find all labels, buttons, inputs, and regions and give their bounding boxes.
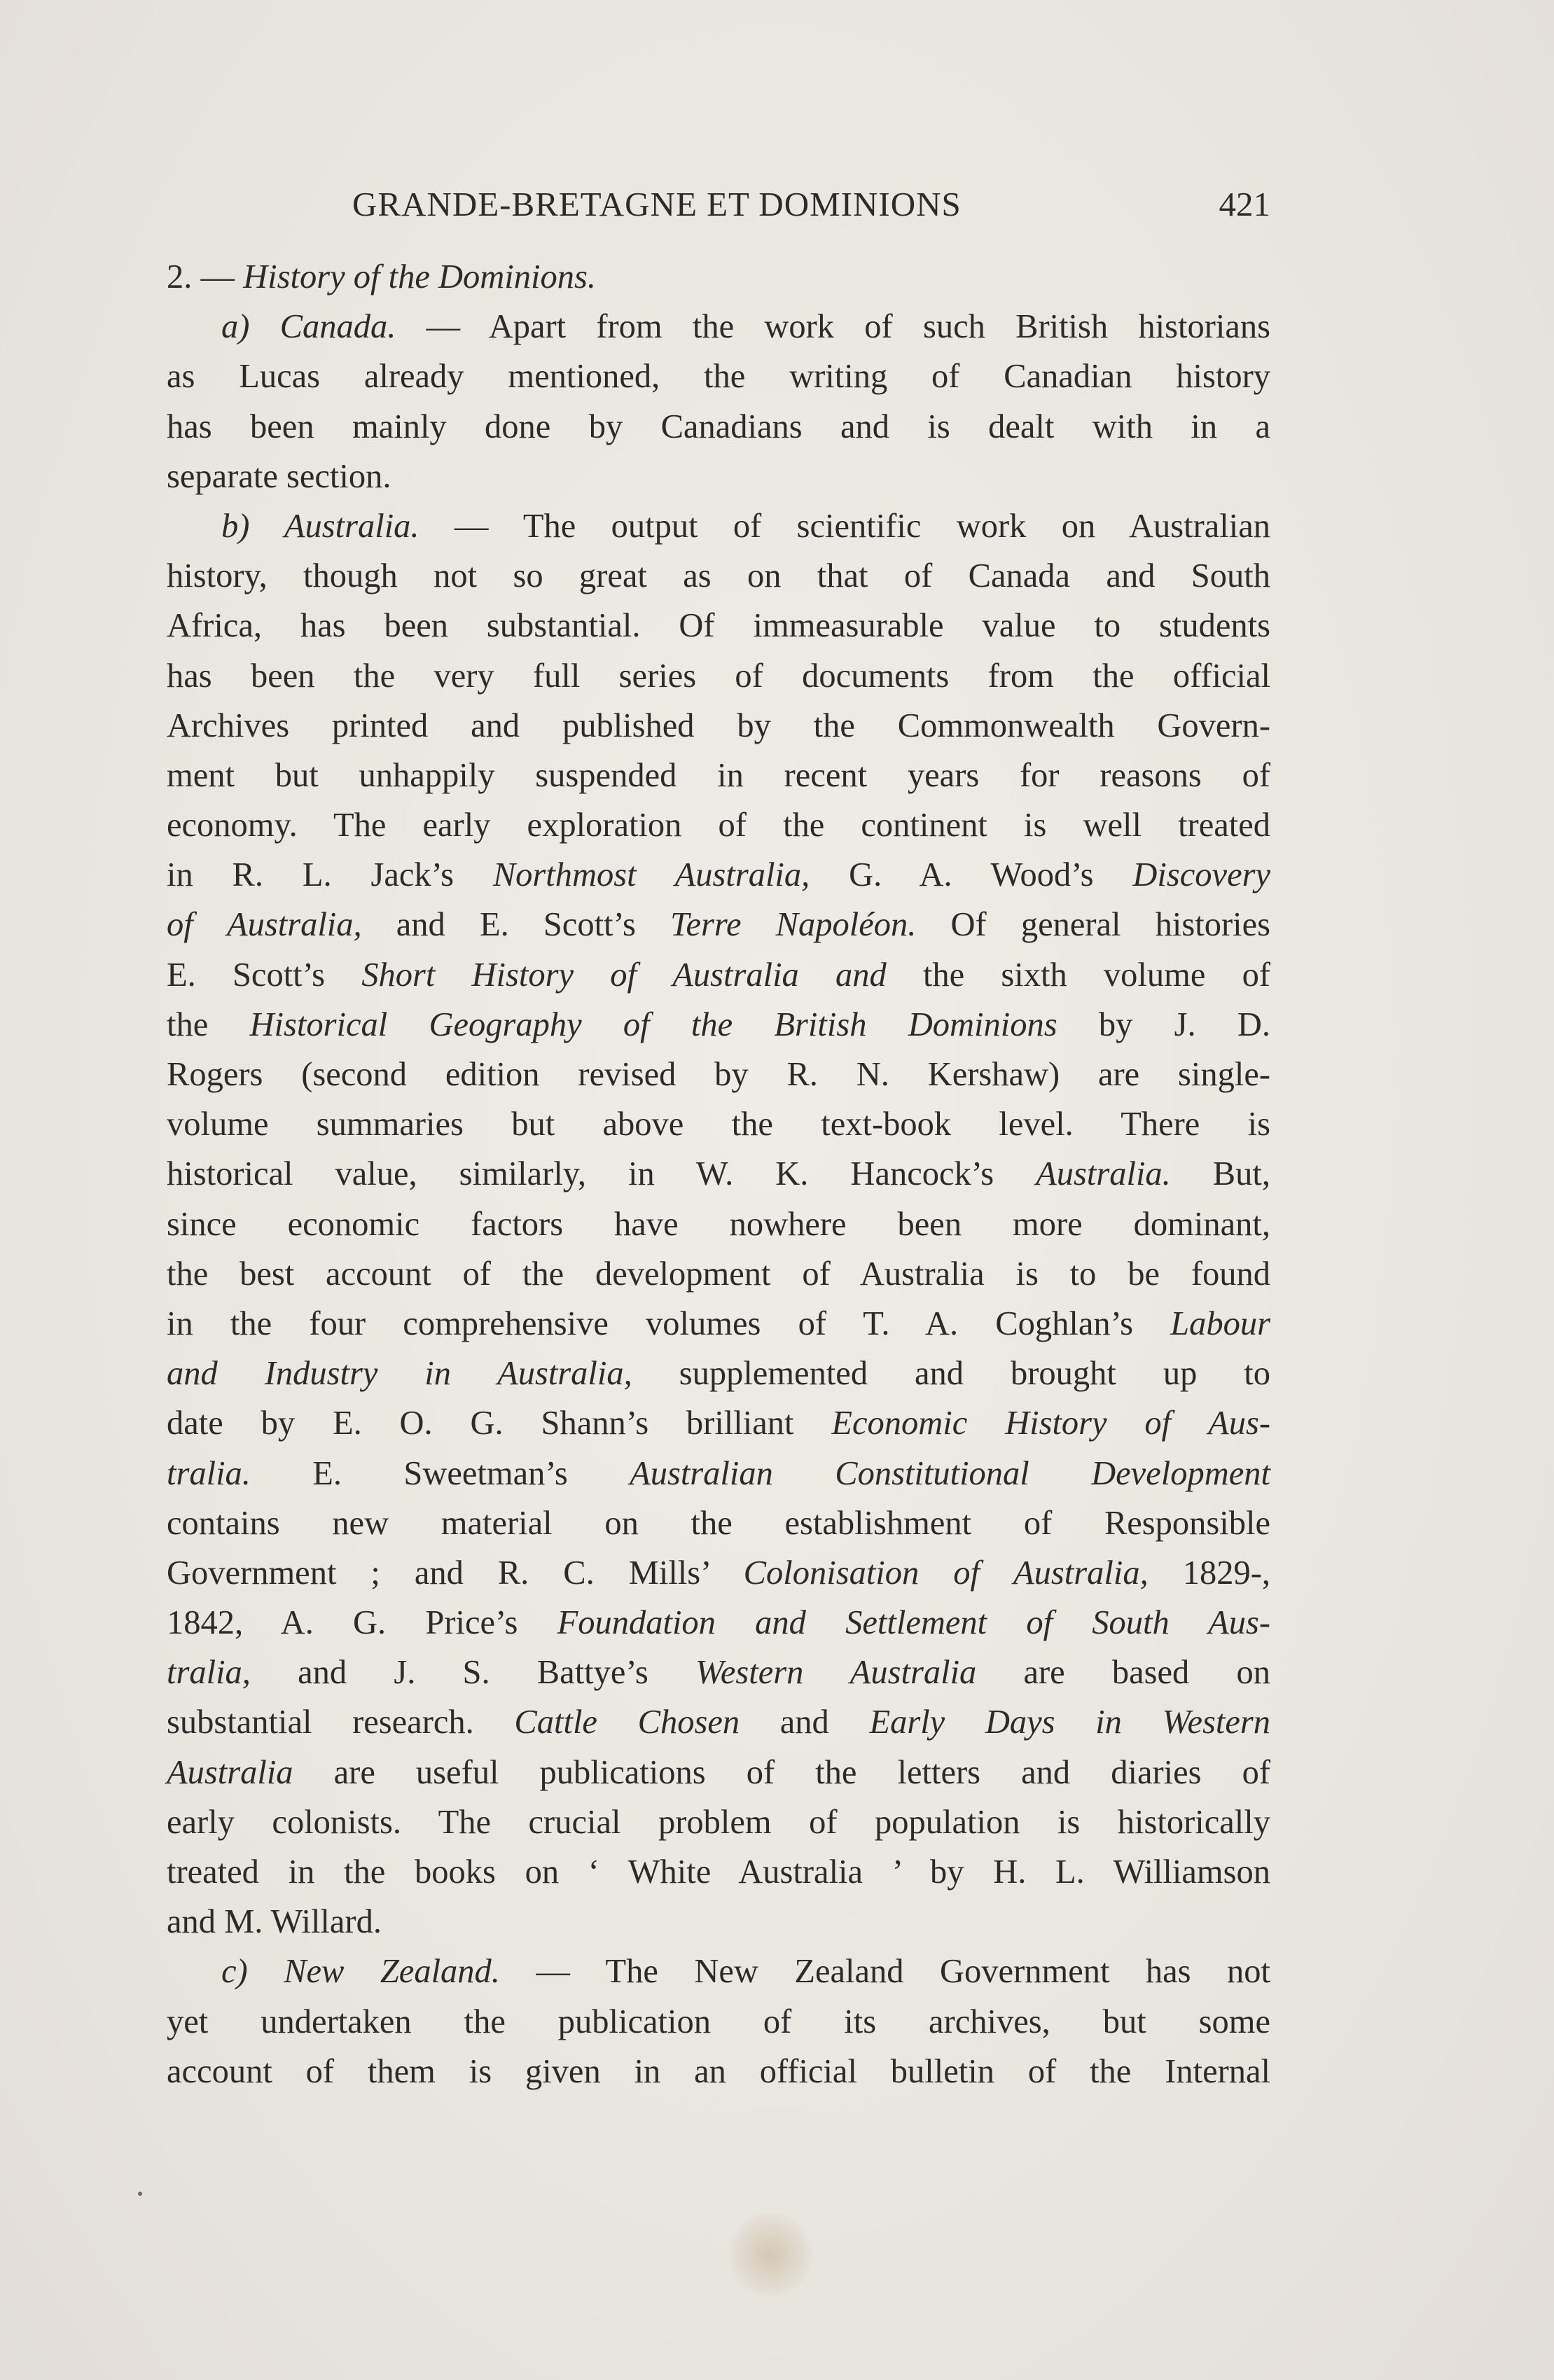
text-span: 1842, A. G. Price’s [167, 1604, 557, 1642]
text-span: Africa, has been substantial. Of immeasurable value to students [167, 607, 1270, 645]
text-span: and E. Scott’s [361, 906, 670, 944]
text-line [167, 1398, 1270, 1448]
text-line [167, 1797, 1270, 1847]
text-line [167, 452, 1270, 501]
italic-text: Labour [1170, 1304, 1270, 1342]
text-line [167, 1000, 1270, 1050]
italic-text: c) New Zealand. [221, 1953, 500, 1991]
margin-dot [138, 2192, 142, 2196]
text-line [167, 1947, 1270, 1996]
italic-text: b) Australia. [221, 507, 419, 545]
text-span: Government ; and R. C. Mills’ [167, 1554, 744, 1592]
italic-text: Short History of Australia and [361, 956, 887, 994]
text-line [167, 252, 1270, 302]
italic-text: Early Days in Western [869, 1704, 1270, 1741]
italic-text: and Industry in Australia, [167, 1355, 632, 1393]
text-span: economy. The early exploration of the continent is well treated [167, 807, 1270, 844]
text-span: 1829-, [1148, 1554, 1270, 1592]
text-line [167, 1349, 1270, 1398]
text-span: date by E. O. G. Shann’s brilliant [167, 1405, 832, 1442]
italic-text: Western Australia [695, 1654, 977, 1692]
text-span: account of them is given in an official bulletin of the Internal [167, 2052, 1270, 2090]
text-span: volume summaries but above the text-book level. There is [167, 1106, 1270, 1143]
italic-text: Northmost Australia, [492, 856, 810, 894]
text-span: in R. L. Jack’s [167, 856, 493, 894]
text-span: and [740, 1704, 870, 1741]
text-span: 2. — [167, 258, 244, 295]
text-line [167, 402, 1270, 452]
text-line [167, 800, 1270, 850]
text-span: has been mainly done by Canadians and is dealt with in a [167, 408, 1270, 445]
text-span: E. Sweetman’s [250, 1454, 630, 1492]
italic-text: Cattle Chosen [514, 1704, 740, 1741]
text-span: and J. S. Battye’s [250, 1654, 695, 1692]
text-span: and M. Willard. [167, 1903, 382, 1941]
text-span: treated in the books on ‘ White Australia ’ by H. L. Williamson [167, 1853, 1270, 1891]
text-span: by J. D. [1057, 1005, 1270, 1043]
italic-text: Economic History of Aus- [831, 1405, 1270, 1442]
italic-text: of Australia, [167, 906, 362, 944]
text-line [167, 501, 1270, 551]
text-span: yet undertaken the publication of its archives, but some [167, 2003, 1270, 2040]
text-span: historical value, similarly, in W. K. Hancock’s [167, 1155, 1036, 1193]
italic-text: Discovery [1132, 856, 1270, 894]
paper-stain [728, 2213, 812, 2297]
text-span: Of general histories [916, 906, 1271, 944]
text-span: in the four comprehensive volumes of T. A. Coghlan’s [167, 1304, 1171, 1342]
text-line [167, 551, 1270, 601]
text-line [167, 850, 1270, 900]
text-line [167, 352, 1270, 401]
text-line [167, 751, 1270, 800]
text-line [167, 1697, 1270, 1747]
text-line [167, 1099, 1270, 1149]
text-line [167, 1648, 1270, 1697]
body-text [167, 252, 1270, 2096]
text-line [167, 1897, 1270, 1947]
text-line [167, 1050, 1270, 1099]
text-line [167, 651, 1270, 701]
text-span: as Lucas already mentioned, the writing of Canadian history [167, 358, 1270, 396]
text-line [167, 950, 1270, 1000]
text-span: contains new material on the establishment of Responsible [167, 1504, 1270, 1542]
text-span: since economic factors have nowhere been more dominant, [167, 1205, 1270, 1243]
text-span: early colonists. The crucial problem of population is historically [167, 1803, 1270, 1841]
text-span: substantial research. [167, 1704, 515, 1741]
text-line [167, 1199, 1270, 1249]
text-span: But, [1170, 1155, 1271, 1193]
text-line [167, 1249, 1270, 1299]
italic-text: Terre Napoléon. [670, 906, 917, 944]
italic-text: tralia, [167, 1654, 251, 1692]
text-line [167, 1498, 1270, 1548]
italic-text: History of the Dominions. [243, 258, 596, 295]
text-line [167, 1548, 1270, 1598]
text-span: ment but unhappily suspended in recent years for reasons of [167, 756, 1270, 794]
text-line [167, 1598, 1270, 1648]
text-line [167, 1149, 1270, 1199]
page-header [167, 183, 1270, 225]
text-span: are useful publications of the letters and diaries of [293, 1753, 1270, 1791]
text-span: supplemented and brought up to [632, 1355, 1270, 1393]
italic-text: Australia [167, 1753, 293, 1791]
page-number: 421 [1219, 185, 1270, 223]
text-span: Rogers (second edition revised by R. N. Kershaw) are single- [167, 1056, 1270, 1093]
text-line [167, 2047, 1270, 2096]
italic-text: Foundation and Settlement of South Aus- [557, 1604, 1270, 1642]
text-line [167, 1847, 1270, 1897]
text-span: — The New Zealand Government has not [499, 1953, 1270, 1991]
text-span: are based on [976, 1654, 1270, 1692]
text-line [167, 900, 1270, 949]
italic-text: Historical Geography of the British Dominions [249, 1005, 1057, 1043]
text-span: history, though not so great as on that of Canada and South [167, 557, 1270, 595]
text-span: the [167, 1005, 250, 1043]
text-line [167, 1748, 1270, 1797]
text-span: — The output of scientific work on Australian [419, 507, 1270, 545]
running-title: GRANDE-BRETAGNE ET DOMINIONS [352, 185, 962, 223]
italic-text: a) Canada. [221, 308, 396, 346]
text-span: the sixth volume of [886, 956, 1270, 994]
italic-text: Colonisation of Australia, [743, 1554, 1149, 1592]
text-span: Archives printed and published by the Commonwealth Govern- [167, 707, 1270, 744]
text-line [167, 701, 1270, 751]
italic-text: Australian Constitutional Development [630, 1454, 1270, 1492]
text-span: the best account of the development of Australia is to be found [167, 1255, 1270, 1293]
text-span: E. Scott’s [167, 956, 362, 994]
italic-text: Australia. [1036, 1155, 1171, 1193]
text-line [167, 302, 1270, 352]
text-span: separate section. [167, 457, 391, 495]
text-line [167, 1997, 1270, 2047]
text-span: has been the very full series of documents from the official [167, 657, 1270, 695]
text-span: G. A. Wood’s [810, 856, 1133, 894]
italic-text: tralia. [167, 1454, 251, 1492]
text-line [167, 1449, 1270, 1498]
text-line [167, 1299, 1270, 1349]
text-line [167, 601, 1270, 650]
text-span: — Apart from the work of such British historians [396, 308, 1270, 346]
